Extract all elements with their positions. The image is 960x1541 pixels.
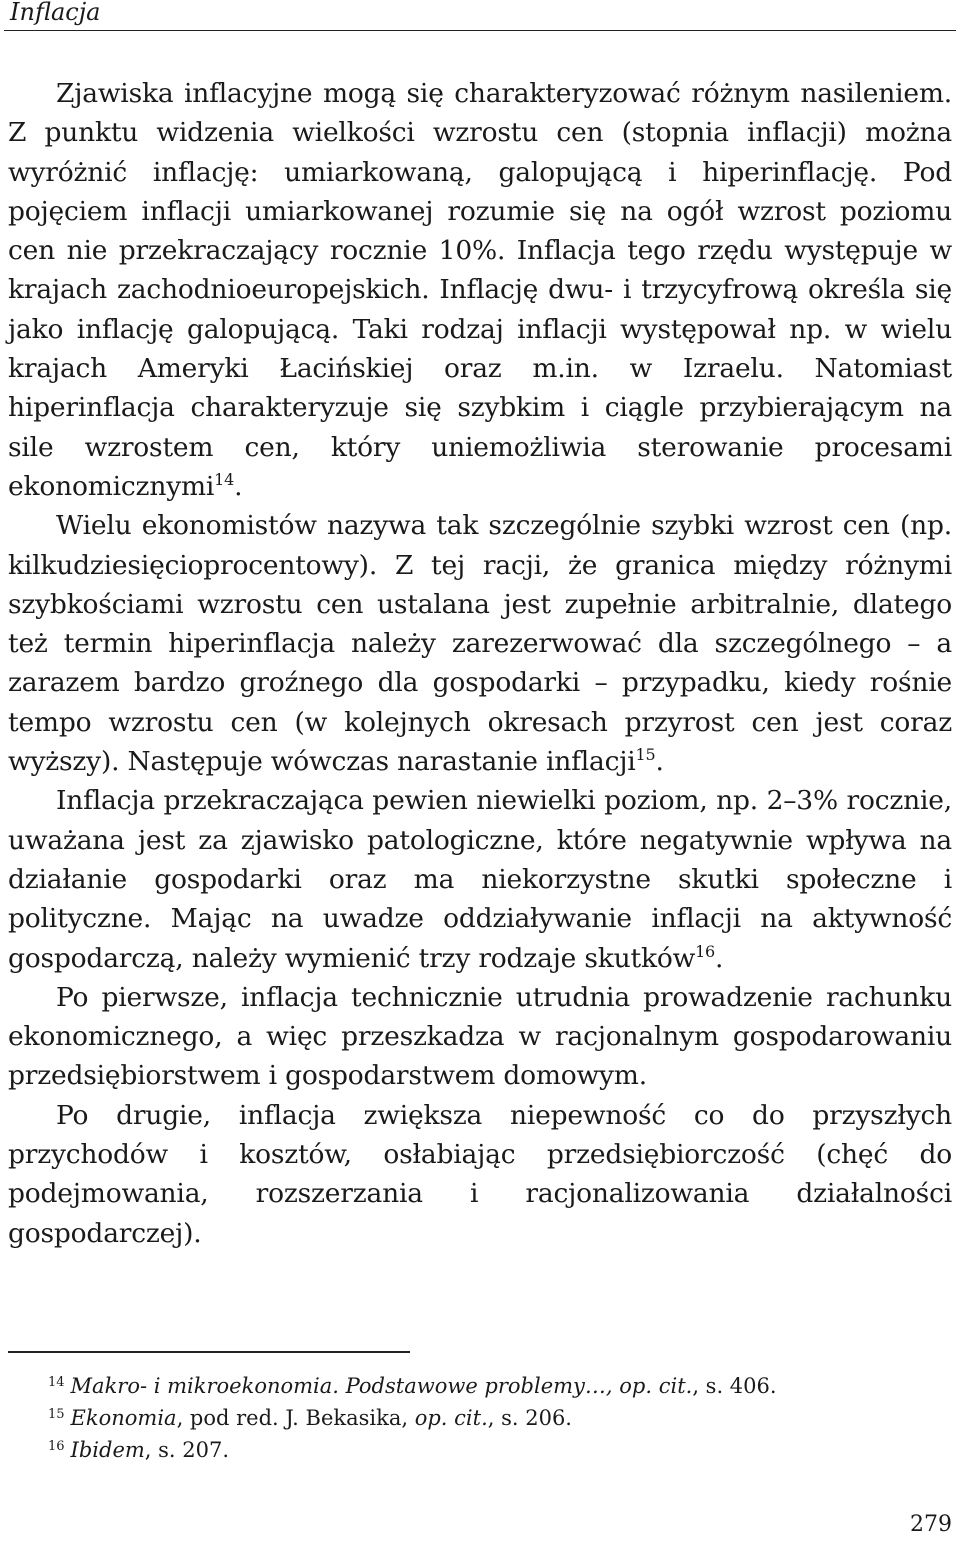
- footnote-number: 16: [48, 1439, 65, 1454]
- paragraph: [8, 978, 952, 1096]
- footnote: [48, 1370, 777, 1402]
- page-header: [4, 0, 956, 31]
- paragraph-text: Po pierwsze, inflacja technicznie utrudnia prowadzenie rachunku ekonomicznego, a więc przeszkadza w racjonalnym gospodarowaniu przedsiębiorstwem i gospodarstwem domowym.: [8, 981, 952, 1092]
- footnote-text: Ekonomia: [70, 1406, 177, 1430]
- paragraph-text: .: [234, 470, 243, 502]
- paragraph-text: Po drugie, inflacja zwiększa niepewność co do przyszłych przychodów i kosztów, osłabiając przedsiębiorczość (chęć do podejmowania, rozszerzania i racjonalizowania działalności gospodarczej).: [8, 1099, 952, 1249]
- page-number: 279: [910, 1512, 952, 1537]
- footnote-text: , s. 206.: [487, 1406, 572, 1430]
- paragraph: [8, 506, 952, 781]
- paragraph-text: Zjawiska inflacyjne mogą się charakteryzować różnym nasileniem. Z punktu widzenia wielkości wzrostu cen (stopnia inflacji) można wyróżnić inflację: umiarkowaną, galopującą i hiperinflację. Pod pojęciem inflacji umiarkowanej rozumie się na ogół wzrost poziomu cen nie przekraczający rocznie 10%. Inflacja tego rzędu występuje w krajach zachodnioeuropejskich. Inflację dwu- i trzycyfrową określa się jako inflację galopującą. Taki rodzaj inflacji występował np. w wielu krajach Ameryki Łacińskiej oraz m.in. w Izraelu. Natomiast hiperinflacja charakteryzuje się szybkim i ciągle przybierającym na sile wzrostem cen, który uniemożliwia sterowanie procesami ekonomicznymi: [8, 78, 952, 502]
- footnote-separator: [8, 1351, 410, 1353]
- footnote-text: , s. 207.: [144, 1438, 230, 1462]
- footnote-text: Ibidem: [70, 1438, 145, 1462]
- footnote-ref: 16: [695, 941, 716, 961]
- paragraph: [8, 781, 952, 977]
- footnote: [48, 1402, 777, 1434]
- footnote-ref: 15: [635, 745, 656, 765]
- footnote-text: op. cit.: [414, 1406, 488, 1430]
- footnote-ref: 14: [214, 469, 235, 489]
- footnotes: [48, 1370, 777, 1466]
- paragraph-text: Wielu ekonomistów nazywa tak szczególnie szybki wzrost cen (np. kilkudziesięcioprocentowy). Z tej racji, że granica między różnymi szybkościami wzrostu cen ustalana jest zupełnie arbitralnie, dlatego też termin hiperinflacja należy zarezerwować dla szczególnego – a zarazem bardzo groźnego dla gospodarki – przypadku, kiedy rośnie tempo wzrostu cen (w kolejnych okresach przyrost cen jest coraz wyższy). Następuje wówczas narastanie inflacji: [8, 510, 952, 778]
- paragraph: [8, 74, 952, 506]
- footnote-number: 15: [48, 1407, 65, 1422]
- body-text: [8, 74, 952, 1253]
- footnote-number: 14: [48, 1375, 65, 1390]
- paragraph-text: Inflacja przekraczająca pewien niewielki poziom, np. 2–3% rocznie, uważana jest za zjawisko patologiczne, które negatywnie wpływa na działanie gospodarki oraz ma niekorzystne skutki społeczne i polityczne. Mając na uwadze oddziaływanie inflacji na aktywność gospodarczą, należy wymienić trzy rodzaje skutków: [8, 785, 952, 974]
- footnote-text: , pod red. J. Bekasika,: [176, 1406, 415, 1430]
- footnote-text: , s. 406.: [692, 1374, 777, 1398]
- footnote-text: Makro- i mikroekonomia. Podstawowe problemy…, op. cit.: [70, 1374, 693, 1398]
- paragraph-text: .: [655, 746, 664, 778]
- footnote: [48, 1434, 777, 1466]
- paragraph-text: .: [715, 942, 724, 974]
- running-head: Inflacja: [10, 0, 101, 26]
- paragraph: [8, 1096, 952, 1253]
